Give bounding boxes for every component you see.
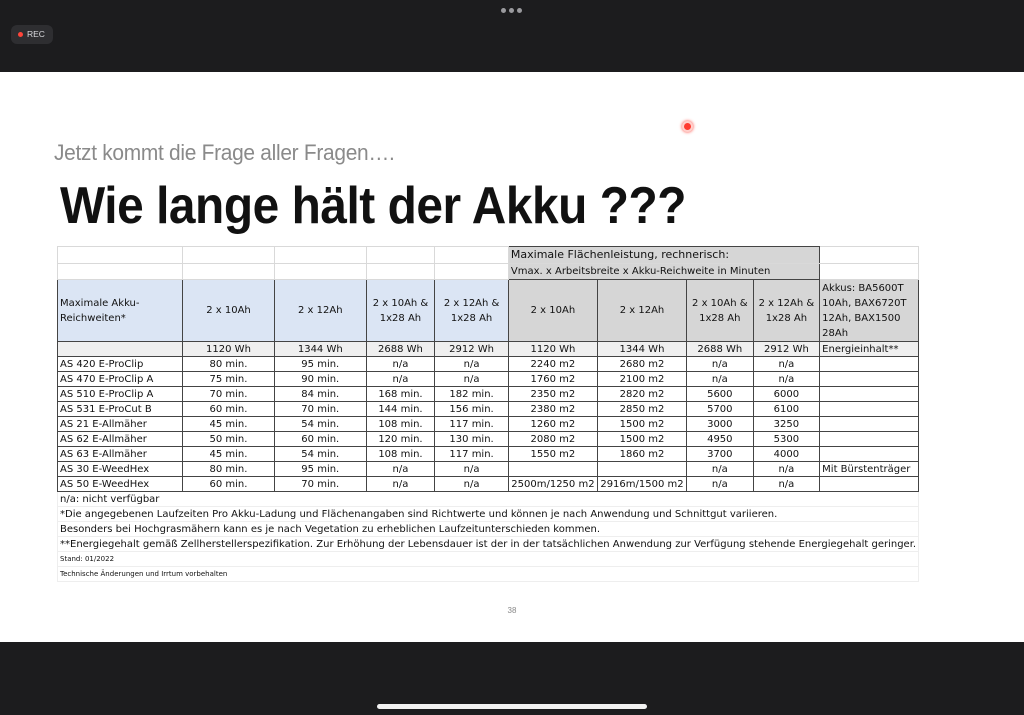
row-header: Maximale Akku-Reichweiten* bbox=[58, 280, 183, 342]
table-cell: 130 min. bbox=[435, 432, 509, 447]
table-cell: 182 min. bbox=[435, 387, 509, 402]
energy-cell: 2688 Wh bbox=[687, 342, 754, 357]
table-cell: n/a bbox=[435, 462, 509, 477]
model-name: AS 21 E-Allmäher bbox=[58, 417, 183, 432]
top-bar bbox=[0, 0, 1024, 72]
column-header: 2 x 10Ah bbox=[508, 280, 597, 342]
table-cell: n/a bbox=[753, 477, 820, 492]
table-cell: 1760 m2 bbox=[508, 372, 597, 387]
table-cell: n/a bbox=[435, 357, 509, 372]
table-cell: 6000 bbox=[753, 387, 820, 402]
table-row bbox=[58, 432, 919, 447]
table-cell: 54 min. bbox=[274, 417, 366, 432]
table-cell: n/a bbox=[366, 357, 435, 372]
table-cell: n/a bbox=[687, 477, 754, 492]
table-row bbox=[58, 417, 919, 432]
table-cell: 75 min. bbox=[183, 372, 275, 387]
presentation-slide bbox=[0, 72, 1024, 642]
table-cell: 1500 m2 bbox=[597, 417, 686, 432]
footnote: n/a: nicht verfügbar bbox=[58, 492, 919, 507]
stand-date: Stand: 01/2022 bbox=[58, 552, 919, 567]
table-cell: 2380 m2 bbox=[508, 402, 597, 417]
table-cell: 144 min. bbox=[366, 402, 435, 417]
model-name: AS 30 E-WeedHex bbox=[58, 462, 183, 477]
table-cell: 156 min. bbox=[435, 402, 509, 417]
record-dot-icon bbox=[18, 32, 23, 37]
table-cell: 5600 bbox=[687, 387, 754, 402]
table-cell: 70 min. bbox=[183, 387, 275, 402]
table-cell: 108 min. bbox=[366, 417, 435, 432]
table-cell: n/a bbox=[687, 462, 754, 477]
energy-cell: 2912 Wh bbox=[435, 342, 509, 357]
table-cell: 60 min. bbox=[183, 477, 275, 492]
table-cell: 2100 m2 bbox=[597, 372, 686, 387]
table-row bbox=[58, 357, 919, 372]
table-cell: 1860 m2 bbox=[597, 447, 686, 462]
table-cell: 95 min. bbox=[274, 462, 366, 477]
model-name: AS 62 E-Allmäher bbox=[58, 432, 183, 447]
column-header: 2 x 12Ah & 1x28 Ah bbox=[435, 280, 509, 342]
table-cell: 2240 m2 bbox=[508, 357, 597, 372]
model-name: AS 531 E-ProCut B bbox=[58, 402, 183, 417]
energy-cell: 1344 Wh bbox=[597, 342, 686, 357]
table-cell: 70 min. bbox=[274, 402, 366, 417]
table-cell: 117 min. bbox=[435, 447, 509, 462]
column-header: 2 x 12Ah bbox=[597, 280, 686, 342]
table-cell: 70 min. bbox=[274, 477, 366, 492]
table-cell: 1260 m2 bbox=[508, 417, 597, 432]
table-cell: 168 min. bbox=[366, 387, 435, 402]
laser-pointer-icon bbox=[682, 121, 693, 132]
footnote: Besonders bei Hochgrasmähern kann es je nach Vegetation zu erheblichen Laufzeitunterschieden kommen. bbox=[58, 522, 919, 537]
rec-label: REC bbox=[27, 29, 45, 39]
model-name: AS 510 E-ProClip A bbox=[58, 387, 183, 402]
table-cell: 2680 m2 bbox=[597, 357, 686, 372]
column-header: 2 x 10Ah & 1x28 Ah bbox=[366, 280, 435, 342]
table-cell: 80 min. bbox=[183, 462, 275, 477]
energy-cell: 2688 Wh bbox=[366, 342, 435, 357]
table-cell: n/a bbox=[753, 357, 820, 372]
table-cell: 1500 m2 bbox=[597, 432, 686, 447]
table-cell: 45 min. bbox=[183, 447, 275, 462]
table-row bbox=[58, 447, 919, 462]
slide-subtitle: Jetzt kommt die Frage aller Fragen…. bbox=[54, 140, 395, 165]
table-cell: 2850 m2 bbox=[597, 402, 686, 417]
table-cell: 1550 m2 bbox=[508, 447, 597, 462]
table-cell bbox=[820, 387, 919, 402]
energy-label-cell bbox=[58, 342, 183, 357]
table-cell: Mit Bürstenträger bbox=[820, 462, 919, 477]
column-header: 2 x 10Ah & 1x28 Ah bbox=[687, 280, 754, 342]
table-cell: n/a bbox=[687, 357, 754, 372]
model-name: AS 470 E-ProClip A bbox=[58, 372, 183, 387]
table-cell bbox=[820, 402, 919, 417]
table-cell bbox=[508, 462, 597, 477]
table-cell: n/a bbox=[753, 372, 820, 387]
table-cell: 117 min. bbox=[435, 417, 509, 432]
table-cell bbox=[820, 447, 919, 462]
table-cell: 45 min. bbox=[183, 417, 275, 432]
table-row bbox=[58, 402, 919, 417]
model-name: AS 420 E-ProClip bbox=[58, 357, 183, 372]
table-cell: 60 min. bbox=[183, 402, 275, 417]
table-cell: 4000 bbox=[753, 447, 820, 462]
table-cell: 50 min. bbox=[183, 432, 275, 447]
table-cell: 108 min. bbox=[366, 447, 435, 462]
column-header: 2 x 12Ah bbox=[274, 280, 366, 342]
table-cell: 54 min. bbox=[274, 447, 366, 462]
area-header-line2: Vmax. x Arbeitsbreite x Akku-Reichweite in Minuten bbox=[508, 264, 819, 280]
table-cell: 3700 bbox=[687, 447, 754, 462]
table-row bbox=[58, 372, 919, 387]
energy-cell: 1344 Wh bbox=[274, 342, 366, 357]
table-row bbox=[58, 477, 919, 492]
footnote: **Energiegehalt gemäß Zellherstellerspezifikation. Zur Erhöhung der Lebensdauer ist der in der tatsächlichen Anwendung zur Verfügung stehende Energiegehalt geringer. bbox=[58, 537, 919, 552]
area-header-line1: Maximale Flächenleistung, rechnerisch: bbox=[508, 247, 819, 264]
model-name: AS 50 E-WeedHex bbox=[58, 477, 183, 492]
table-cell: 90 min. bbox=[274, 372, 366, 387]
table-cell: 2350 m2 bbox=[508, 387, 597, 402]
table-cell: n/a bbox=[366, 462, 435, 477]
table-cell: n/a bbox=[435, 372, 509, 387]
table-cell bbox=[820, 432, 919, 447]
table-cell: 84 min. bbox=[274, 387, 366, 402]
table-cell: n/a bbox=[366, 372, 435, 387]
table-cell: n/a bbox=[687, 372, 754, 387]
more-options-icon[interactable] bbox=[501, 8, 522, 13]
disclaimer: Technische Änderungen und Irrtum vorbehalten bbox=[58, 567, 919, 582]
recording-indicator bbox=[11, 25, 53, 44]
table-cell: 6100 bbox=[753, 402, 820, 417]
table-cell: 5300 bbox=[753, 432, 820, 447]
energy-cell: 2912 Wh bbox=[753, 342, 820, 357]
table-cell bbox=[820, 417, 919, 432]
table-cell: n/a bbox=[366, 477, 435, 492]
footnote: *Die angegebenen Laufzeiten Pro Akku-Ladung und Flächenangaben sind Richtwerte und können je nach Anwendung und Schnittgut variieren. bbox=[58, 507, 919, 522]
table-cell: 2916m/1500 m2 bbox=[597, 477, 686, 492]
page-number: 38 bbox=[507, 606, 517, 615]
table-cell: 120 min. bbox=[366, 432, 435, 447]
table-cell bbox=[597, 462, 686, 477]
table-cell: 80 min. bbox=[183, 357, 275, 372]
akkus-note: Akkus: BA5600T 10Ah, BAX6720T 12Ah, BAX1500 28Ah bbox=[820, 280, 919, 342]
table-cell: 60 min. bbox=[274, 432, 366, 447]
model-name: AS 63 E-Allmäher bbox=[58, 447, 183, 462]
table-cell: 5700 bbox=[687, 402, 754, 417]
energy-cell: 1120 Wh bbox=[183, 342, 275, 357]
table-cell: 2080 m2 bbox=[508, 432, 597, 447]
battery-runtime-table bbox=[57, 246, 919, 582]
table-cell: 3000 bbox=[687, 417, 754, 432]
bottom-bar bbox=[0, 642, 1024, 715]
table-cell bbox=[820, 477, 919, 492]
table-cell: 4950 bbox=[687, 432, 754, 447]
table-cell: 2500m/1250 m2 bbox=[508, 477, 597, 492]
table-cell bbox=[820, 372, 919, 387]
column-header: 2 x 12Ah & 1x28 Ah bbox=[753, 280, 820, 342]
table-row bbox=[58, 462, 919, 477]
energy-label: Energieinhalt** bbox=[820, 342, 919, 357]
table-row bbox=[58, 387, 919, 402]
table-cell: 95 min. bbox=[274, 357, 366, 372]
energy-cell: 1120 Wh bbox=[508, 342, 597, 357]
table-cell: 3250 bbox=[753, 417, 820, 432]
table-cell: 2820 m2 bbox=[597, 387, 686, 402]
table-cell: n/a bbox=[435, 477, 509, 492]
table-cell: n/a bbox=[753, 462, 820, 477]
home-indicator[interactable] bbox=[377, 704, 647, 709]
slide-title: Wie lange hält der Akku ??? bbox=[60, 177, 687, 235]
table-cell bbox=[820, 357, 919, 372]
column-header: 2 x 10Ah bbox=[183, 280, 275, 342]
